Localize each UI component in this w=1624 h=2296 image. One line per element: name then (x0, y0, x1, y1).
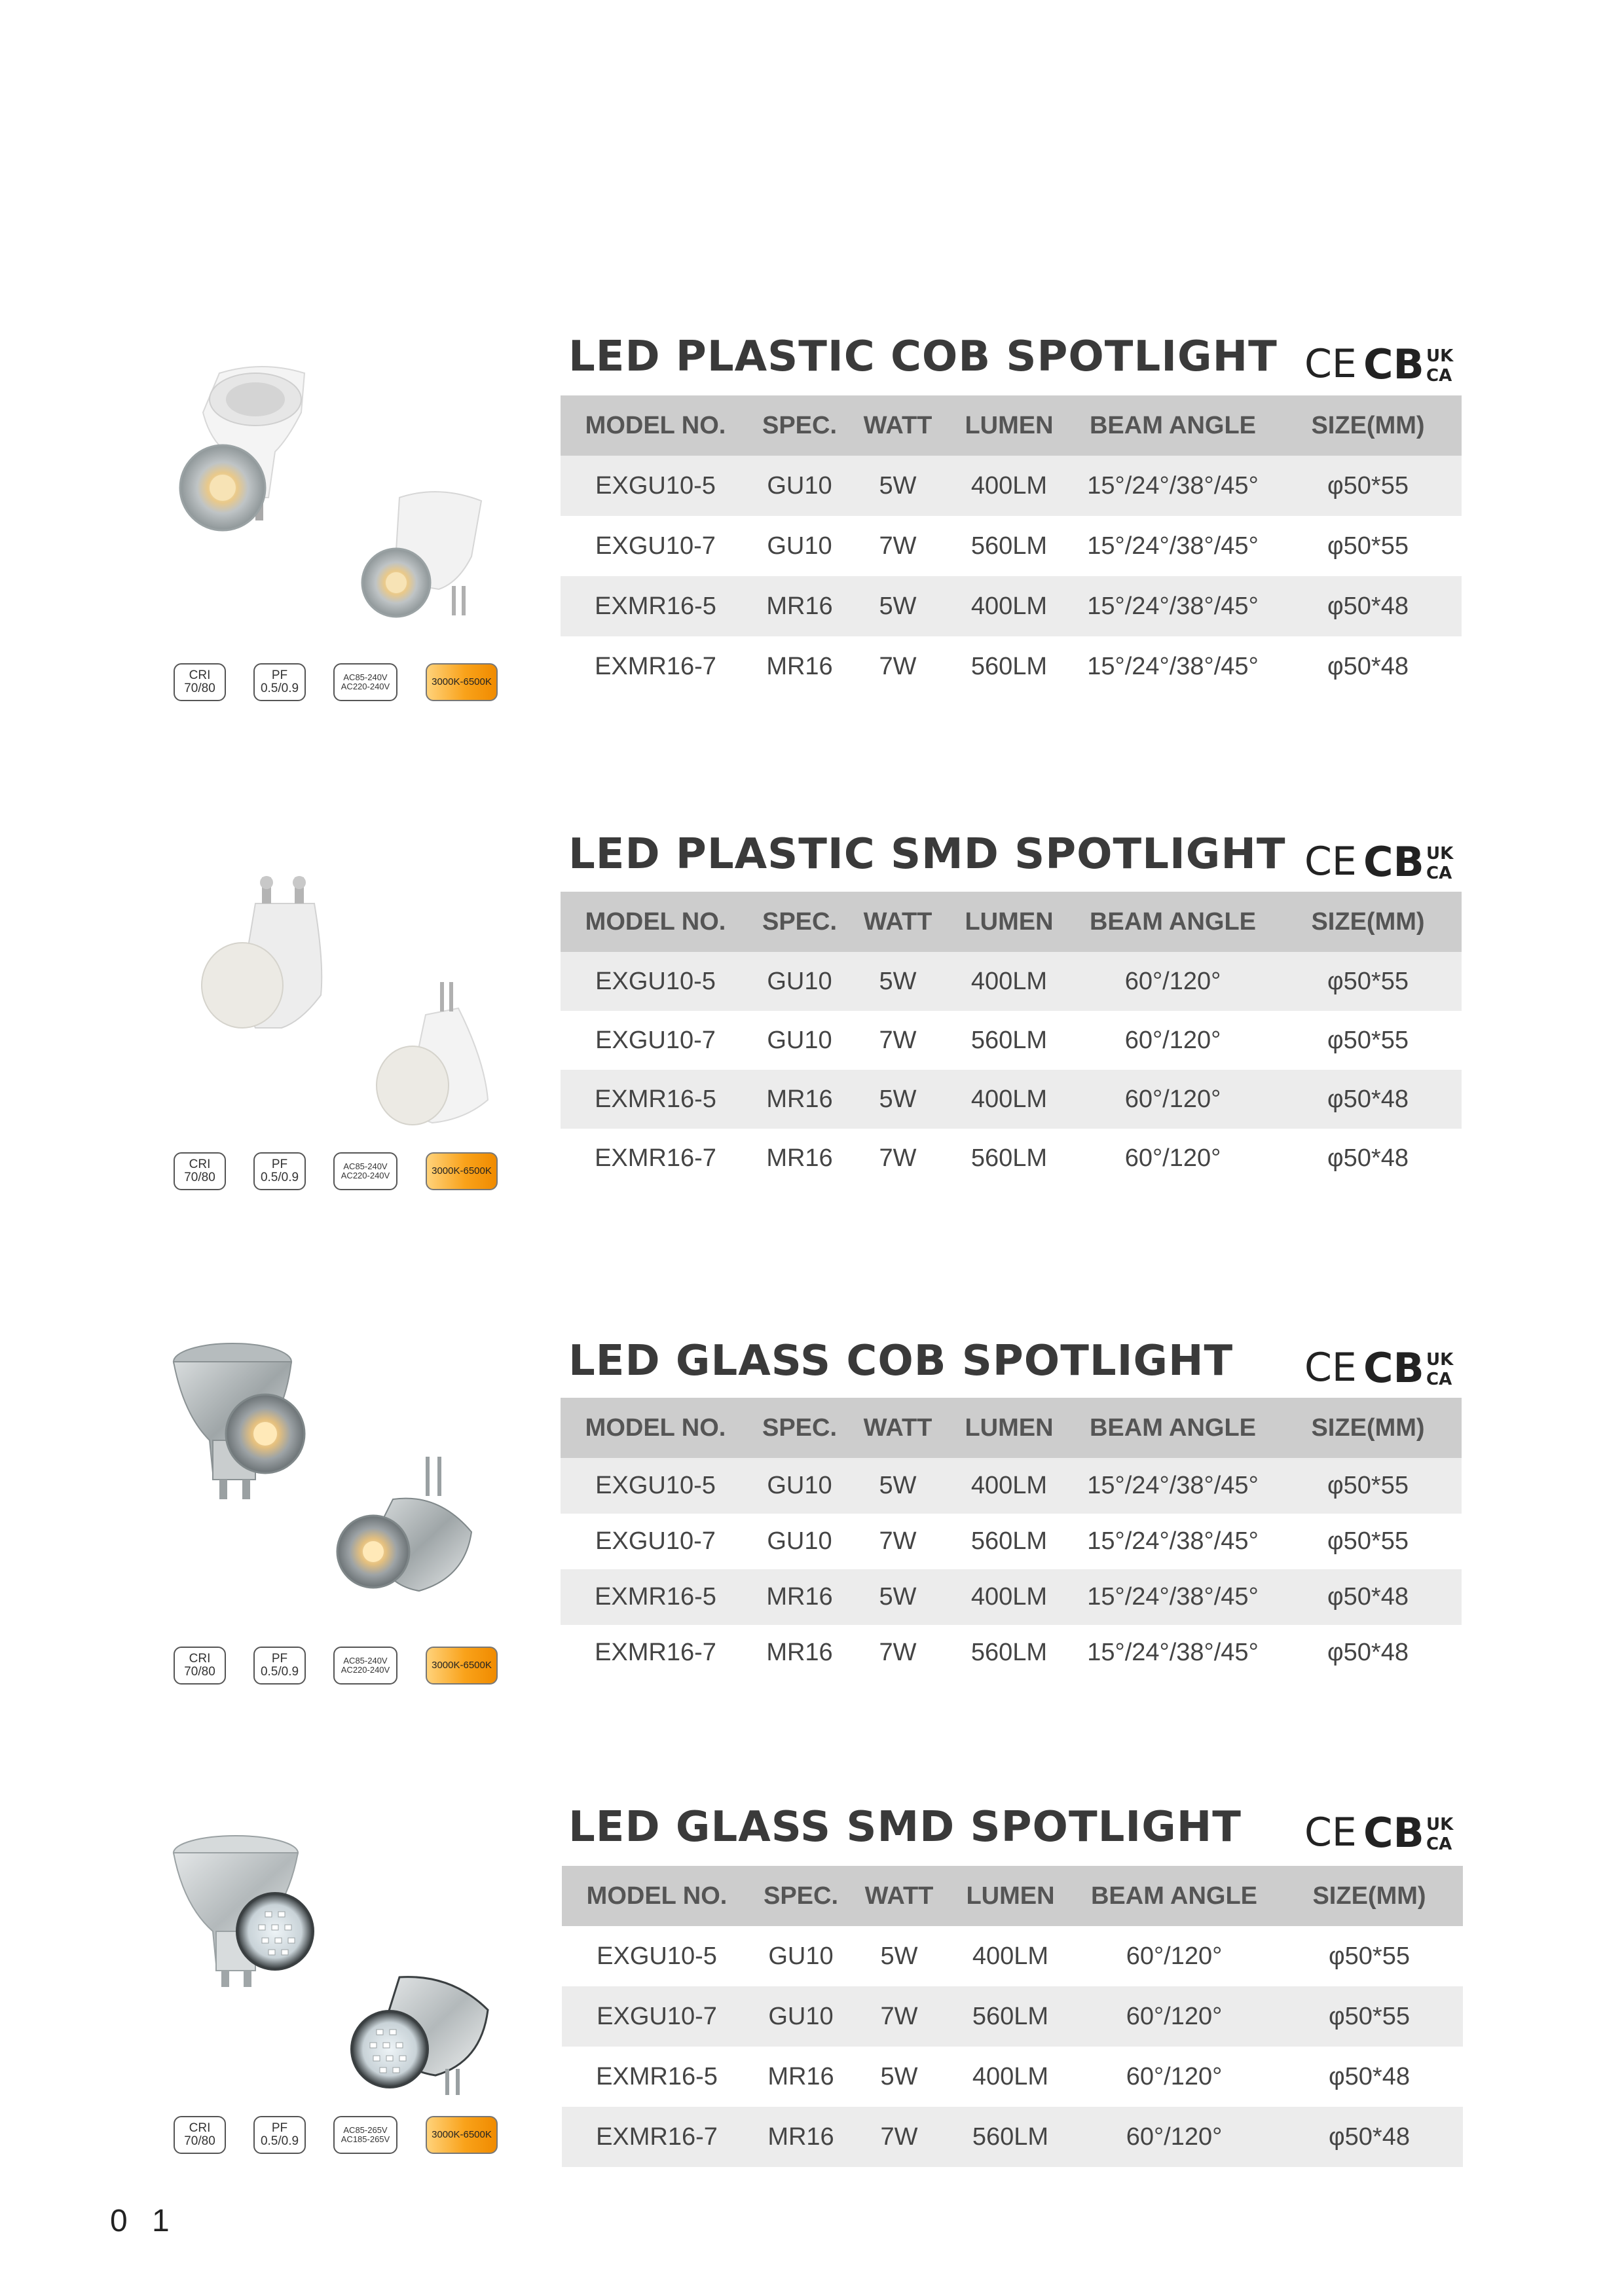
cri-badge: CRI 70/80 (174, 2116, 226, 2154)
ce-mark-icon: CE (1304, 342, 1357, 387)
ukca-mark-top: UK (1426, 1350, 1454, 1370)
col-header-size: SIZE(MM) (1276, 1866, 1463, 1926)
feature-badges (174, 1647, 501, 1686)
table-row: EXMR16-5 MR16 5W 400LM 60°/120° φ50*48 (562, 2047, 1463, 2107)
ukca-mark-top: UK (1426, 844, 1454, 864)
col-header-model: MODEL NO. (561, 1398, 750, 1458)
ukca-mark-bottom: CA (1426, 864, 1452, 883)
col-header-spec: SPEC. (750, 395, 849, 456)
section-title: LED GLASS COB SPOTLIGHT (568, 1337, 1234, 1385)
certification-marks (1303, 839, 1460, 885)
col-header-beam: BEAM ANGLE (1073, 1866, 1276, 1926)
table-row: EXMR16-7 MR16 7W 560LM 60°/120° φ50*48 (562, 2107, 1463, 2167)
col-header-size: SIZE(MM) (1274, 1398, 1462, 1458)
ukca-mark-top: UK (1426, 1815, 1454, 1834)
cct-badge: 3000K-6500K (426, 1647, 498, 1685)
product-photo-plastic-smd (157, 864, 524, 1139)
col-header-beam: BEAM ANGLE (1071, 1398, 1274, 1458)
col-header-spec: SPEC. (750, 892, 849, 952)
table-row: EXMR16-7 MR16 7W 560LM 60°/120° φ50*48 (561, 1129, 1462, 1188)
table-row: EXMR16-5 MR16 5W 400LM 60°/120° φ50*48 (561, 1070, 1462, 1129)
cb-mark-icon: CB (1363, 342, 1424, 388)
feature-badges (174, 663, 501, 702)
table-row: EXMR16-7 MR16 7W 560LM 15°/24°/38°/45° φ50*48 (561, 1625, 1462, 1681)
table-header-row (561, 892, 1462, 952)
col-header-model: MODEL NO. (561, 892, 750, 952)
spec-table (562, 1866, 1463, 2167)
table-header-row (561, 395, 1462, 456)
cb-mark-icon: CB (1363, 839, 1424, 885)
cct-badge: 3000K-6500K (426, 2116, 498, 2154)
table-row: EXMR16-5 MR16 5W 400LM 15°/24°/38°/45° φ50*48 (561, 576, 1462, 636)
cct-badge: 3000K-6500K (426, 1152, 498, 1190)
spec-table (561, 395, 1462, 697)
col-header-lumen: LUMEN (948, 1866, 1073, 1926)
pf-badge: PF 0.5/0.9 (253, 1152, 306, 1190)
cri-badge: CRI 70/80 (174, 663, 226, 701)
pf-badge: PF 0.5/0.9 (253, 1647, 306, 1685)
certification-marks (1303, 342, 1460, 388)
table-row: EXGU10-7 GU10 7W 560LM 60°/120° φ50*55 (561, 1011, 1462, 1070)
feature-badges (174, 2116, 501, 2155)
col-header-spec: SPEC. (752, 1866, 850, 1926)
voltage-badge: AC85-265V AC185-265V (333, 2116, 397, 2154)
col-header-lumen: LUMEN (947, 395, 1071, 456)
table-row: EXGU10-5 GU10 5W 400LM 15°/24°/38°/45° φ50*55 (561, 1458, 1462, 1514)
certification-marks (1303, 1810, 1460, 1856)
certification-marks (1303, 1345, 1460, 1391)
col-header-lumen: LUMEN (947, 892, 1071, 952)
table-header-row (562, 1866, 1463, 1926)
cct-badge: 3000K-6500K (426, 663, 498, 701)
voltage-badge: AC85-240V AC220-240V (333, 1152, 397, 1190)
ukca-mark-bottom: CA (1426, 366, 1452, 386)
feature-badges (174, 1152, 501, 1192)
table-row: EXGU10-7 GU10 7W 560LM 15°/24°/38°/45° φ50*55 (561, 1514, 1462, 1569)
section-title: LED PLASTIC COB SPOTLIGHT (568, 333, 1278, 381)
col-header-watt: WATT (849, 892, 947, 952)
cri-badge: CRI 70/80 (174, 1152, 226, 1190)
table-row: EXGU10-5 GU10 5W 400LM 15°/24°/38°/45° φ50*55 (561, 456, 1462, 516)
col-header-model: MODEL NO. (561, 395, 750, 456)
table-row: EXMR16-5 MR16 5W 400LM 15°/24°/38°/45° φ50*48 (561, 1569, 1462, 1625)
table-row: EXMR16-7 MR16 7W 560LM 15°/24°/38°/45° φ50*48 (561, 636, 1462, 697)
ukca-mark-top: UK (1426, 346, 1454, 366)
table-row: EXGU10-7 GU10 7W 560LM 15°/24°/38°/45° φ50*55 (561, 516, 1462, 576)
product-photo-glass-smd (157, 1833, 524, 2108)
table-row: EXGU10-5 GU10 5W 400LM 60°/120° φ50*55 (561, 952, 1462, 1011)
col-header-watt: WATT (849, 395, 947, 456)
ukca-mark-bottom: CA (1426, 1834, 1452, 1854)
col-header-beam: BEAM ANGLE (1071, 395, 1274, 456)
voltage-badge: AC85-240V AC220-240V (333, 663, 397, 701)
table-row: EXGU10-5 GU10 5W 400LM 60°/120° φ50*55 (562, 1926, 1463, 1986)
col-header-lumen: LUMEN (947, 1398, 1071, 1458)
col-header-watt: WATT (850, 1866, 948, 1926)
page-number: 0 1 (110, 2204, 177, 2238)
product-photo-glass-cob (157, 1342, 524, 1617)
col-header-size: SIZE(MM) (1274, 892, 1462, 952)
table-header-row (561, 1398, 1462, 1458)
col-header-watt: WATT (849, 1398, 947, 1458)
col-header-size: SIZE(MM) (1274, 395, 1462, 456)
col-header-model: MODEL NO. (562, 1866, 752, 1926)
ce-mark-icon: CE (1304, 1810, 1357, 1855)
col-header-spec: SPEC. (750, 1398, 849, 1458)
voltage-badge: AC85-240V AC220-240V (333, 1647, 397, 1685)
ce-mark-icon: CE (1304, 839, 1357, 884)
spec-table (561, 1398, 1462, 1681)
table-row: EXGU10-7 GU10 7W 560LM 60°/120° φ50*55 (562, 1986, 1463, 2047)
cri-badge: CRI 70/80 (174, 1647, 226, 1685)
ce-mark-icon: CE (1304, 1345, 1357, 1391)
col-header-beam: BEAM ANGLE (1071, 892, 1274, 952)
spec-table (561, 892, 1462, 1188)
pf-badge: PF 0.5/0.9 (253, 663, 306, 701)
section-title: LED PLASTIC SMD SPOTLIGHT (568, 830, 1286, 879)
section-title: LED GLASS SMD SPOTLIGHT (568, 1803, 1242, 1851)
ukca-mark-bottom: CA (1426, 1370, 1452, 1389)
product-photo-plastic-cob (157, 360, 524, 635)
cb-mark-icon: CB (1363, 1345, 1424, 1391)
cb-mark-icon: CB (1363, 1810, 1424, 1856)
pf-badge: PF 0.5/0.9 (253, 2116, 306, 2154)
